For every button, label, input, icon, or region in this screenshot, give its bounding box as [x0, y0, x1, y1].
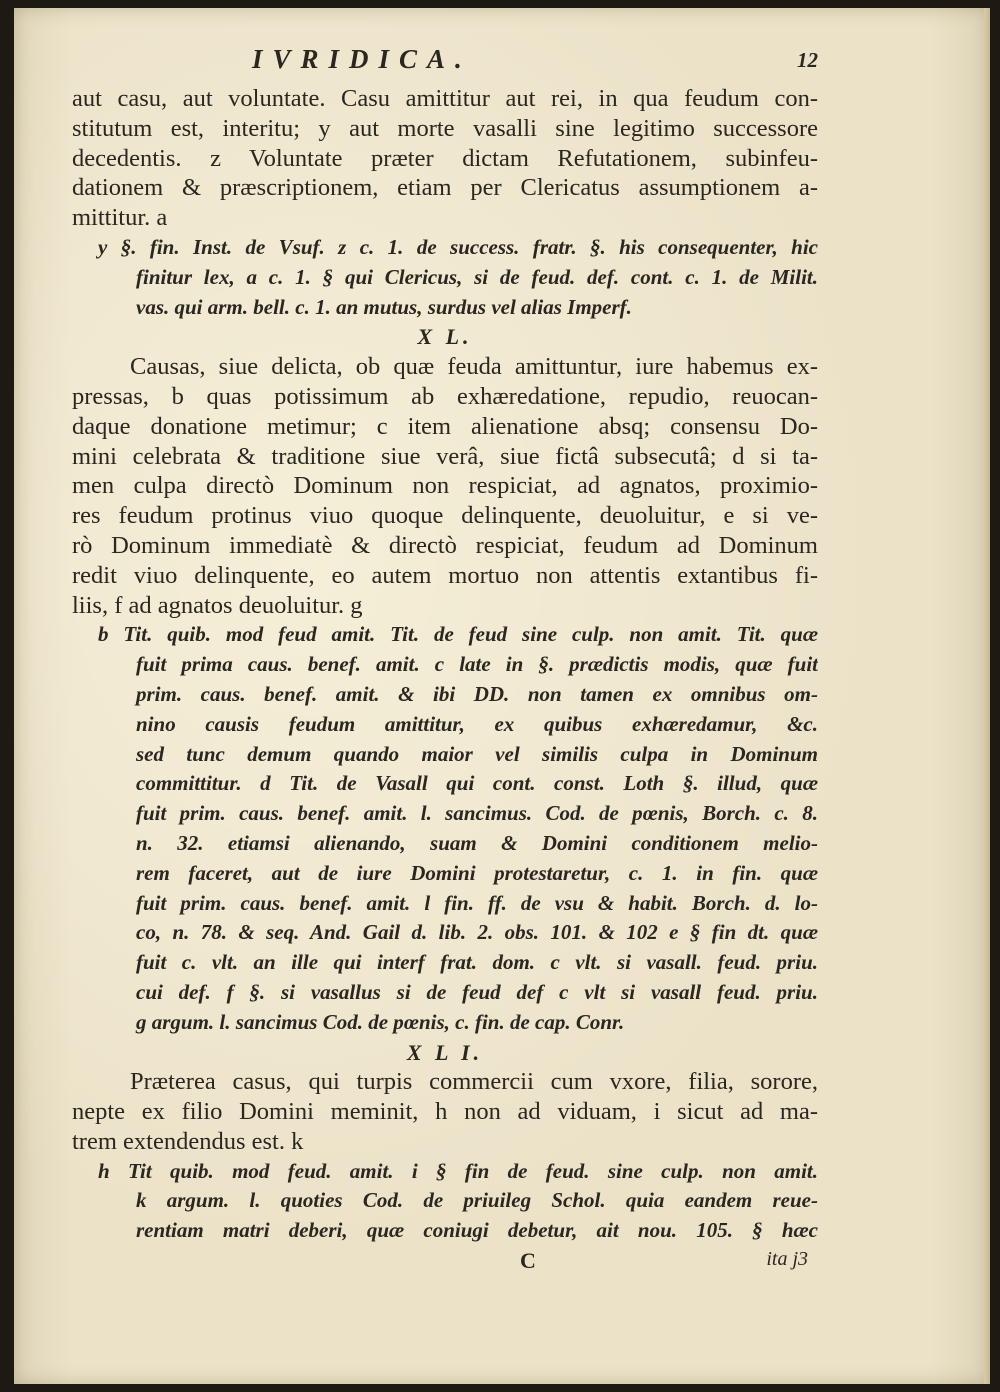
note-line: fuit prim. caus. benef. amit. l. sancimus. Cod. de pœnis, Borch. c. 8. [136, 801, 818, 826]
note-line: n. 32. etiamsi alienando, suam & Domini conditionem melio- [136, 830, 818, 855]
note-line: cui def. f §. si vasallus si de feud def c vlt si vasall feud. priu. [136, 979, 818, 1004]
text-line: mini celebrata & traditione siue verâ, siue fictâ subsecutâ; d si ta- [72, 442, 818, 470]
paragraph-first-line: Præterea casus, qui turpis commercii cum vxore, filia, sorore, [130, 1068, 818, 1096]
text-line: liis, f ad agnatos deuoluitur. g [72, 591, 363, 619]
note-line: fuit prim. caus. benef. amit. l fin. ff. de vsu & habit. Borch. d. lo- [136, 890, 818, 915]
page-text-block [72, 44, 818, 1276]
running-head: IVRIDICA. [252, 44, 472, 74]
note-line: y §. fin. Inst. de Vsuf. z c. 1. de success. fratr. §. his consequenter, hic [98, 234, 818, 259]
note-line: finitur lex, a c. 1. § qui Clericus, si de feud. def. cont. c. 1. de Milit. [136, 264, 818, 289]
page-edge [984, 8, 990, 1384]
note-line: vas. qui arm. bell. c. 1. an mutus, surdus vel alias Imperf. [136, 294, 632, 319]
text-line: res feudum protinus viuo quoque delinquente, deuoluitur, e si ve- [72, 502, 818, 530]
text-line: rò Dominum immediatè & directò respiciat, feudum ad Dominum [72, 531, 818, 559]
note-line: b Tit. quib. mod feud amit. Tit. de feud sine culp. non amit. Tit. quæ [98, 622, 818, 647]
note-line: co, n. 78. & seq. And. Gail d. lib. 2. obs. 101. & 102 e § fin dt. quæ [136, 920, 818, 945]
note-line: rentiam matri deberi, quæ coniugi debetur, ait nou. 105. § hæc [136, 1218, 818, 1243]
note-line: g argum. l. sancimus Cod. de pœnis, c. fin. de cap. Conr. [136, 1009, 625, 1034]
text-line: daque donatione metimur; c item alienatione absq; consensu Do- [72, 412, 818, 440]
note-line: fuit prima caus. benef. amit. c late in §. prædictis modis, quæ fuit [136, 652, 818, 677]
note-line: sed tunc demum quando maior vel similis culpa in Dominum [136, 741, 818, 766]
signature-mark: C [520, 1248, 536, 1274]
note-line: prim. caus. benef. amit. & ibi DD. non tamen ex omnibus om- [136, 681, 818, 706]
paragraph-first-line: Causas, siue delicta, ob quæ feuda amittuntur, iure habemus ex- [130, 353, 818, 381]
text-line: dationem & præscriptionem, etiam per Clericatus assumptionem a- [72, 174, 818, 202]
page-body [72, 84, 818, 1246]
note-line: rem faceret, aut de iure Domini protestaretur, c. 1. in fin. quæ [136, 860, 818, 885]
note-line: nino causis feudum amittitur, ex quibus exhæredamur, &c. [136, 711, 818, 736]
text-line: redit viuo delinquente, eo autem mortuo non attentis extantibus fi- [72, 561, 818, 589]
text-line: men culpa directò Dominum non respiciat, ad agnatos, proximio- [72, 472, 818, 500]
note-line: committitur. d Tit. de Vasall qui cont. const. Loth §. illud, quæ [136, 771, 818, 796]
catchword: ita j3 [766, 1248, 808, 1271]
text-line: aut casu, aut voluntate. Casu amittitur aut rei, in qua feudum con- [72, 85, 818, 112]
section-heading: X L. [417, 324, 473, 350]
text-line: trem extendendus est. k [72, 1127, 304, 1155]
text-line: mittitur. a [72, 204, 168, 232]
note-line: fuit c. vlt. an ille qui interf frat. dom. c vlt. si vasall. feud. priu. [136, 950, 818, 975]
page-footer [72, 1246, 818, 1276]
section-heading: X L I. [406, 1039, 484, 1065]
page-header [72, 44, 818, 84]
page-number: 12 [797, 48, 818, 72]
text-line: stitutum est, interitu; y aut morte vasalli sine legitimo successore [72, 114, 818, 142]
text-line: decedentis. z Voluntate præter dictam Refutationem, subinfeu- [72, 144, 818, 172]
book-page [14, 8, 990, 1384]
note-line: k argum. l. quoties Cod. de priuileg Schol. quia eandem reue- [136, 1188, 818, 1213]
note-line: h Tit quib. mod feud. amit. i § fin de feud. sine culp. non amit. [98, 1158, 818, 1183]
text-line: nepte ex filio Domini meminit, h non ad viduam, i sicut ad ma- [72, 1098, 818, 1126]
text-line: pressas, b quas potissimum ab exhæredatione, repudio, reuocan- [72, 382, 818, 410]
